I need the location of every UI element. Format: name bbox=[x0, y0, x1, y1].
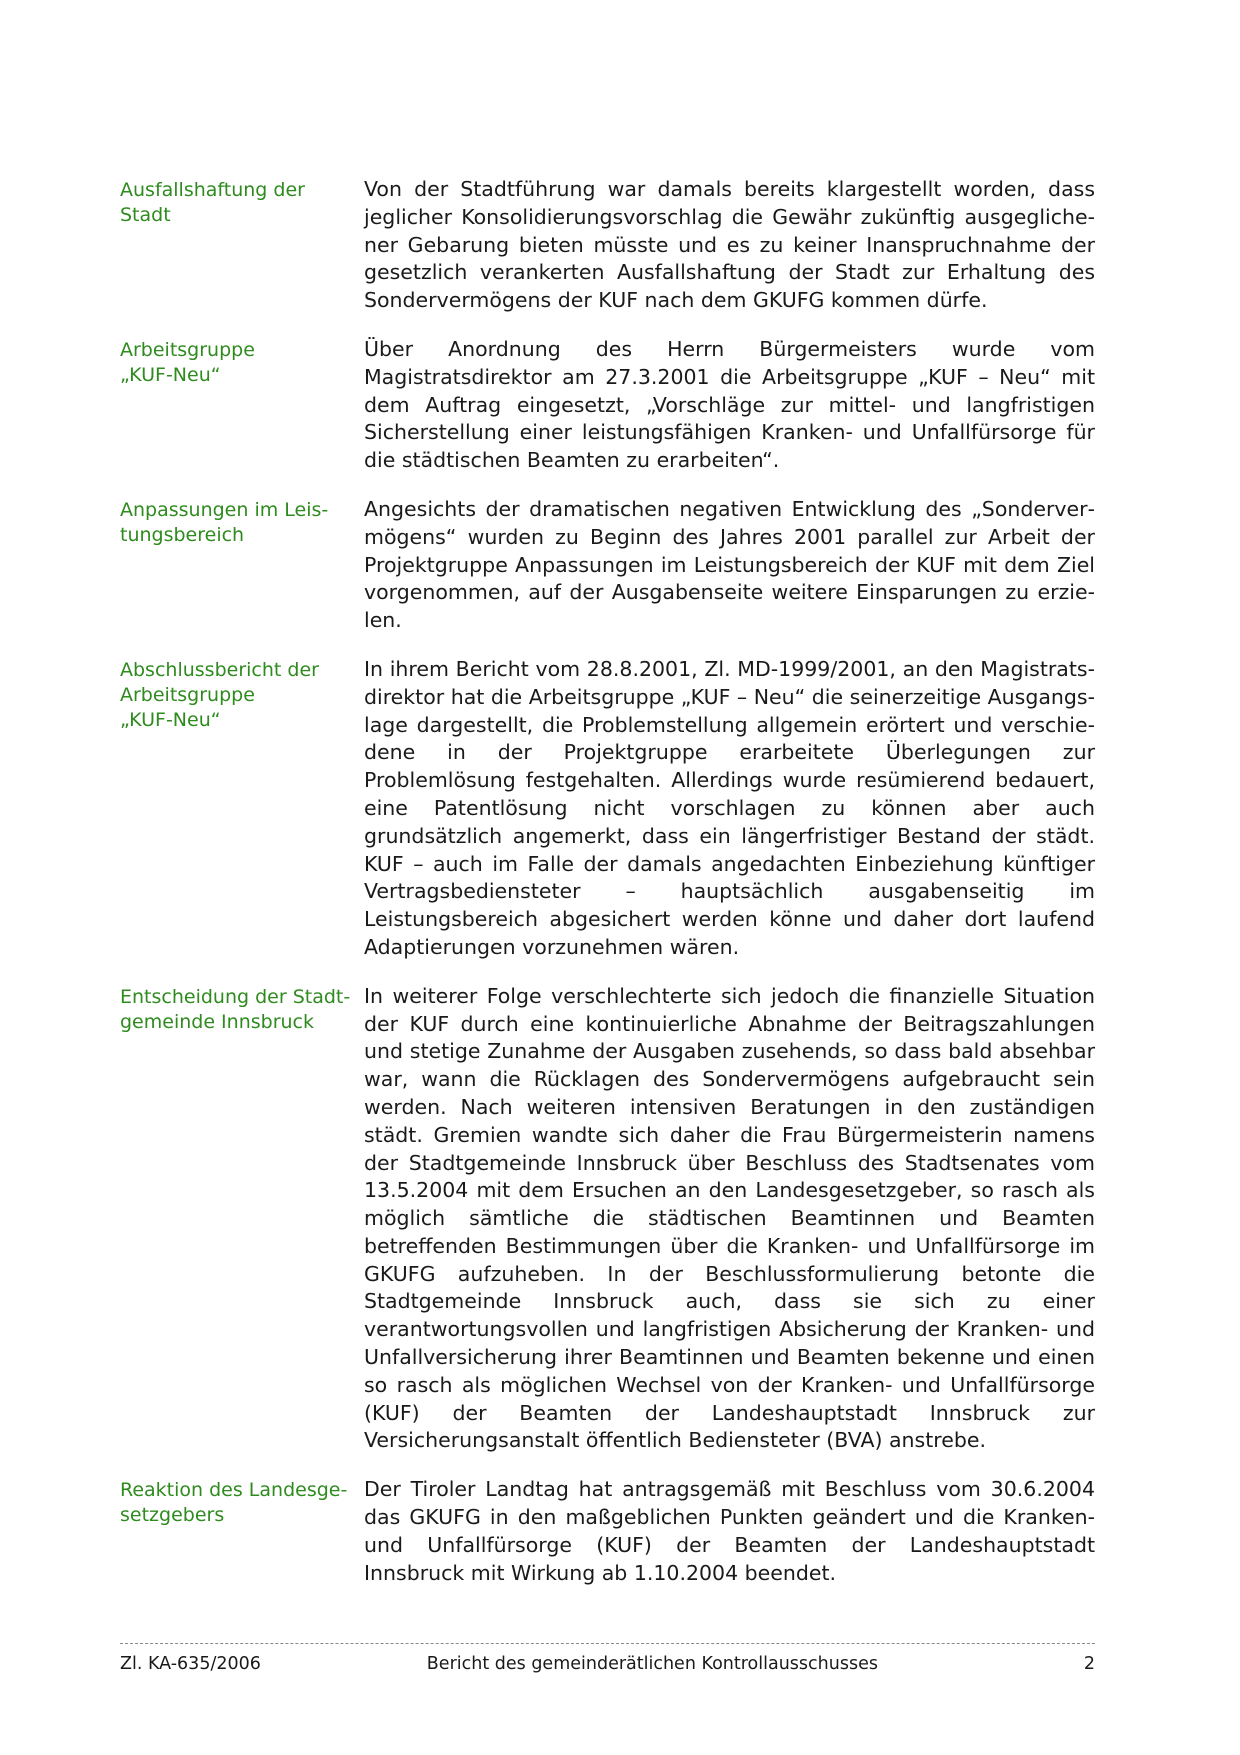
section-abschlussbericht bbox=[120, 656, 1095, 962]
page-number: 2 bbox=[1083, 1654, 1095, 1674]
margin-note: Ausfallshaftung der Stadt bbox=[120, 179, 305, 226]
section-arbeitsgruppe bbox=[120, 336, 1095, 475]
report-title: Bericht des gemeinderätlichen Kontrollausschusses bbox=[426, 1654, 878, 1674]
section-reaktion bbox=[120, 1476, 1095, 1587]
section-ausfallshaftung bbox=[120, 176, 1095, 315]
margin-note: Abschlussbericht der Arbeitsgruppe „KUF-Neu“ bbox=[120, 658, 319, 731]
margin-note: Reaktion des Landesge- setzgebers bbox=[120, 1479, 348, 1527]
paragraph: Von der Stadtführung war damals bereits klargestellt worden, dass jeglicher Konsolidierungsvorschlag die Gewähr zukünftig ausgeglichener Gebarung bieten müsste und es zu keiner Inanspruchnahme der gesetzlich verankerten Ausfallshaftung der Stadt zur Erhaltung des Sondervermögens der KUF nach dem GKUFG kommen dürfe. bbox=[364, 177, 1095, 313]
footer-divider bbox=[120, 1643, 1095, 1644]
paragraph: In weiterer Folge verschlechterte sich jedoch die finanzielle Situation der KUF durch eine kontinuierliche Abnahme der Beitragszahlungen und stetige Zunahme der Ausgaben zusehends, so dass bald absehbar war, wann die Rücklagen des Sondervermögens aufgebraucht sein werden. Nach weiteren intensiven Beratungen in den zuständigen städt. Gremien wandte sich daher die Frau Bürgermeisterin namens der Stadtgemeinde Innsbruck über Beschluss des Stadtsenates vom 13.5.2004 mit dem Ersuchen an den Landesgesetzgeber, so rasch als möglich sämtliche die städtischen Beamtinnen und Beamten betreffenden Bestimmungen über die Kranken- und Unfallfürsorge im GKUFG aufzuheben. In der Beschlussformulierung betonte die Stadtgemeinde Innsbruck auch, dass sie sich zu einer verantwortungsvollen und langfristigen Absicherung der Kranken- und Unfallversicherung ihrer Beamtinnen und Beamten bekenne und einen so rasch als möglichen Wechsel von der Kranken- und Unfallfürsorge (KUF) der Beamten der Landeshauptstadt Innsbruck zur Versicherungsanstalt öffentlich Bediensteter (BVA) anstrebe. bbox=[364, 983, 1095, 1453]
paragraph: Angesichts der dramatischen negativen Entwicklung des „Sondervermögens“ wurden zu Beginn des Jahres 2001 parallel zur Arbeit der Projektgruppe Anpassungen im Leistungsbereich der KUF mit dem Ziel vorgenommen, auf der Ausgabenseite weitere Einsparungen zu erzielen. bbox=[364, 496, 1095, 633]
document-body bbox=[120, 176, 1095, 1608]
document-reference: Zl. KA-635/2006 bbox=[120, 1654, 261, 1674]
section-anpassungen bbox=[120, 496, 1095, 635]
margin-note: Anpassungen im Leis- tungsbereich bbox=[120, 498, 329, 546]
paragraph: Über Anordnung des Herrn Bürgermeisters wurde vom Magistratsdirektor am 27.3.2001 die Arbeitsgruppe „KUF – Neu“ mit dem Auftrag eingesetzt, „Vorschläge zur mittel- und langfristigen Sicherstellung einer leistungsfähigen Kranken- und Unfallfürsorge für die städtischen Beamten zu erarbeiten“. bbox=[364, 336, 1095, 473]
margin-note: Entscheidung der Stadt- gemeinde Innsbruck bbox=[120, 985, 351, 1033]
margin-note: Arbeitsgruppe „KUF-Neu“ bbox=[120, 338, 255, 386]
paragraph: Der Tiroler Landtag hat antragsgemäß mit Beschluss vom 30.6.2004 das GKUFG in den maßgeblichen Punkten geändert und die Kranken- und Unfallfürsorge (KUF) der Beamten der Landeshauptstadt Innsbruck mit Wirkung ab 1.10.2004 beendet. bbox=[364, 1477, 1095, 1585]
page-footer bbox=[120, 1652, 1095, 1676]
section-entscheidung bbox=[120, 983, 1095, 1456]
paragraph: In ihrem Bericht vom 28.8.2001, Zl. MD-1999/2001, an den Magistratsdirektor hat die Arbeitsgruppe „KUF – Neu“ die seinerzeitige Ausgangslage dargestellt, die Problemstellung allgemein erörtert und verschiedene in der Projektgruppe erarbeitete Überlegungen zur Problemlösung festgehalten. Allerdings wurde resümierend bedauert, eine Patentlösung nicht vorschlagen zu können aber auch grundsätzlich angemerkt, dass ein längerfristiger Bestand der städt. KUF – auch im Falle der damals angedachten Einbeziehung künftiger Vertragsbediensteter – hauptsächlich ausgabenseitig im Leistungsbereich abgesichert werden könne und daher dort laufend Adaptierungen vorzunehmen wären. bbox=[364, 656, 1095, 959]
